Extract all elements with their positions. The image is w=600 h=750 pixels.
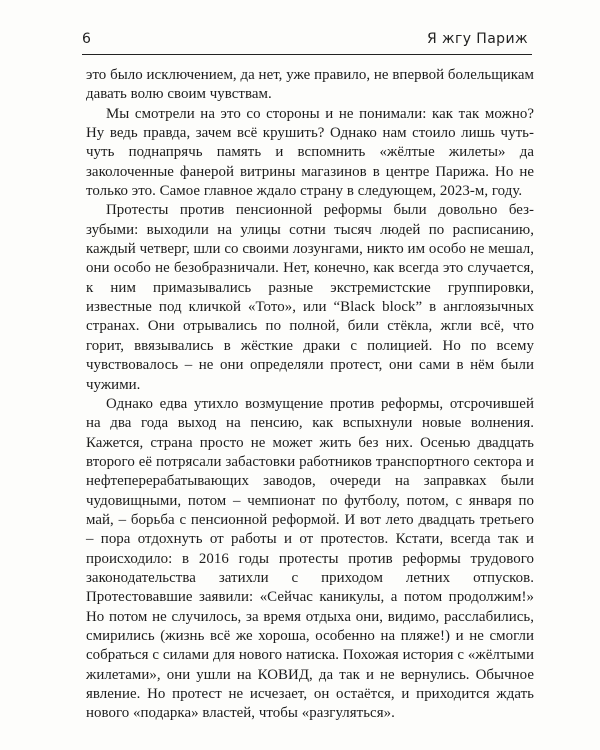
- paragraph: Протесты против пенсионной реформы были довольно беззубыми: выходили на улицы сотни тысяч людей по расписанию, каждый четверг, шли со своими лозунгами, никто им особо не мешал, они особо не безобразничали. Нет, конечно, как всегда это случается, к ним примазывались разные экстремистские группировки, известные под кличкой «Тото», или “Black block” в англоязычных странах. Они отрывались по полной, били стёкла, жгли всё, что горит, ввязывались в жёсткие драки с полицией. Но по всему чувствовалось – не они определяли протест, они сами в нём были чужими.: [86, 202, 534, 393]
- page-header: [82, 30, 532, 55]
- paragraph-continuation: это было исключением, да нет, уже правило, не впервой болельщикам давать волю своим чувствам.: [86, 67, 534, 103]
- running-title: Я жгу Париж: [427, 31, 528, 47]
- page-number: 6: [82, 31, 91, 47]
- body-text: [86, 66, 534, 724]
- paragraph: Однако едва утихло возмущение против реформы, отсрочившей на два года выход на пенсию, как вспыхнули новые волнения. Кажется, страна просто не может жить без них. Осенью двадцать второго её потрясали забастовки работников транспортного сектора и нефтеперерабатывающих заводов, очереди на заправках были чудовищными, потом – чемпионат по футболу, потом, с января по май, – борьба с пенсионной реформой. И вот лето двадцать третьего – пора отдохнуть от работы и от протестов. Кстати, всегда так и происходило: в 2016 годы протесты против реформы трудового законодательства затихли с приходом летних отпусков. Протестовавшие заявили: «Сейчас каникулы, а потом продолжим!» Но потом не случилось, за время отдыха они, видимо, расслабились, смирились (жизнь всё же хороша, особенно на пляже!) и не смогли собраться с силами для нового натиска. Похожая история с «жёлтыми жилетами», они ушли на КОВИД, да так и не вернулись. Обычное явление. Но протест не исчезает, он остаётся, и приходится ждать нового «подарка» властей, чтобы «разгуляться».: [86, 395, 534, 722]
- paragraph: Мы смотрели на это со стороны и не понимали: как так можно? Ну ведь правда, зачем всё крушить? Однако нам стоило лишь чуть-чуть поднапрячь память и вспомнить «жёлтые жилеты» да заколоченные фанерой витрины магазинов в центре Парижа. Но не только это. Самое главное ждало страну в следующем, 2023-м, году.: [86, 105, 534, 200]
